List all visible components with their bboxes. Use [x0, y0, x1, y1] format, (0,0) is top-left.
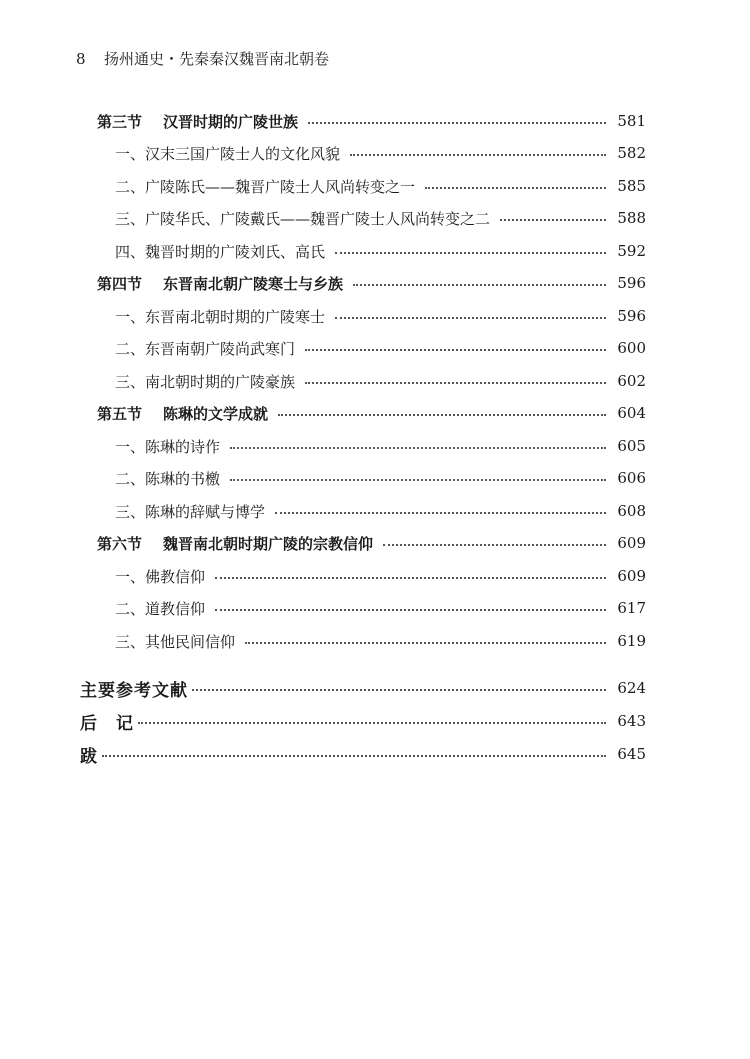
toc-entry-title: 三、陈琳的辞赋与博学 [115, 502, 266, 521]
toc-page-number: 643 [617, 712, 646, 730]
toc-entry-title: 主要参考文献 [80, 680, 188, 701]
toc-item [115, 304, 646, 328]
dot-leader [230, 479, 606, 481]
dot-leader [350, 154, 606, 156]
toc-item [115, 629, 646, 653]
toc-backmatter [80, 742, 646, 766]
toc-item [115, 174, 646, 198]
toc-page-number: 592 [617, 242, 646, 260]
toc-page-number: 609 [617, 567, 646, 585]
dot-leader [245, 642, 606, 644]
toc-backmatter [80, 676, 646, 700]
dot-leader [500, 219, 606, 221]
toc-page-number: 617 [617, 599, 646, 617]
dot-leader [335, 252, 606, 254]
toc-page-number: 624 [617, 679, 646, 697]
toc-entry-title: 一、陈琳的诗作 [115, 437, 221, 456]
section-number: 第三节 [97, 112, 143, 131]
book-title: 扬州通史・先秦秦汉魏晋南北朝卷 [104, 50, 330, 68]
toc-entry-title: 跋 [80, 746, 98, 767]
section-number: 第六节 [97, 534, 143, 553]
dot-leader [215, 577, 606, 579]
section-title: 东晋南北朝广陵寒士与乡族 [163, 274, 344, 293]
toc-page-number: 596 [617, 274, 646, 292]
toc-page-number: 596 [617, 307, 646, 325]
toc-page-number: 588 [617, 209, 646, 227]
toc-page-number: 619 [617, 632, 646, 650]
section-title: 汉晋时期的广陵世族 [163, 112, 299, 131]
dot-leader [353, 284, 606, 286]
toc-entry-title: 二、东晋南朝广陵尚武寒门 [115, 339, 296, 358]
toc-page-number: 605 [617, 437, 646, 455]
toc-entry-title: 二、广陵陈氏——魏晋广陵士人风尚转变之一 [115, 177, 416, 196]
dot-leader [278, 414, 606, 416]
toc-page-number: 608 [617, 502, 646, 520]
dot-leader [230, 447, 606, 449]
dot-leader [138, 722, 606, 724]
toc-backmatter [80, 709, 646, 733]
dot-leader [425, 187, 606, 189]
toc-page-number: 606 [617, 469, 646, 487]
toc-page-number: 581 [617, 112, 646, 130]
toc-entry-title: 一、东晋南北朝时期的广陵寒士 [115, 307, 326, 326]
dot-leader [308, 122, 606, 124]
toc-item [115, 564, 646, 588]
toc-item [115, 141, 646, 165]
toc-item [115, 369, 646, 393]
section-title: 魏晋南北朝时期广陵的宗教信仰 [163, 534, 374, 553]
toc-section [97, 401, 646, 425]
dot-leader [335, 317, 606, 319]
toc-entry-title [97, 273, 343, 294]
dot-leader [102, 755, 606, 757]
toc-entry-title [97, 403, 268, 424]
toc-section [97, 271, 646, 295]
toc-item [115, 336, 646, 360]
section-title: 陈琳的文学成就 [163, 404, 269, 423]
toc-page-number: 604 [617, 404, 646, 422]
toc-item [115, 206, 646, 230]
toc-entry-title: 三、南北朝时期的广陵豪族 [115, 372, 296, 391]
toc-page-number: 609 [617, 534, 646, 552]
toc-item [115, 239, 646, 263]
toc-entry-title: 一、佛教信仰 [115, 567, 206, 586]
toc-page-number: 585 [617, 177, 646, 195]
dot-leader [215, 609, 606, 611]
toc-item [115, 466, 646, 490]
toc-page-number: 645 [617, 745, 646, 763]
dot-leader [192, 689, 606, 691]
toc-entry-title: 四、魏晋时期的广陵刘氏、高氏 [115, 242, 326, 261]
toc-section [97, 531, 646, 555]
toc-entry-title: 一、汉末三国广陵士人的文化风貌 [115, 144, 341, 163]
section-number: 第四节 [97, 274, 143, 293]
toc-entry-title [97, 533, 373, 554]
toc-entry-title: 二、道教信仰 [115, 599, 206, 618]
dot-leader [383, 544, 606, 546]
toc-entry-title: 三、广陵华氏、广陵戴氏——魏晋广陵士人风尚转变之二 [115, 209, 491, 228]
toc-page-number: 602 [617, 372, 646, 390]
dot-leader [305, 382, 606, 384]
toc-entry-title: 后 记 [80, 713, 134, 734]
page-number: 8 [76, 50, 86, 68]
running-head [76, 48, 329, 69]
toc-page-number: 600 [617, 339, 646, 357]
toc-page-number: 582 [617, 144, 646, 162]
dot-leader [275, 512, 606, 514]
toc-item [115, 499, 646, 523]
toc-entry-title: 三、其他民间信仰 [115, 632, 236, 651]
toc-section [97, 109, 646, 133]
toc-item [115, 596, 646, 620]
toc-entry-title: 二、陈琳的书檄 [115, 469, 221, 488]
section-number: 第五节 [97, 404, 143, 423]
dot-leader [305, 349, 606, 351]
toc-item [115, 434, 646, 458]
toc-entry-title [97, 111, 298, 132]
